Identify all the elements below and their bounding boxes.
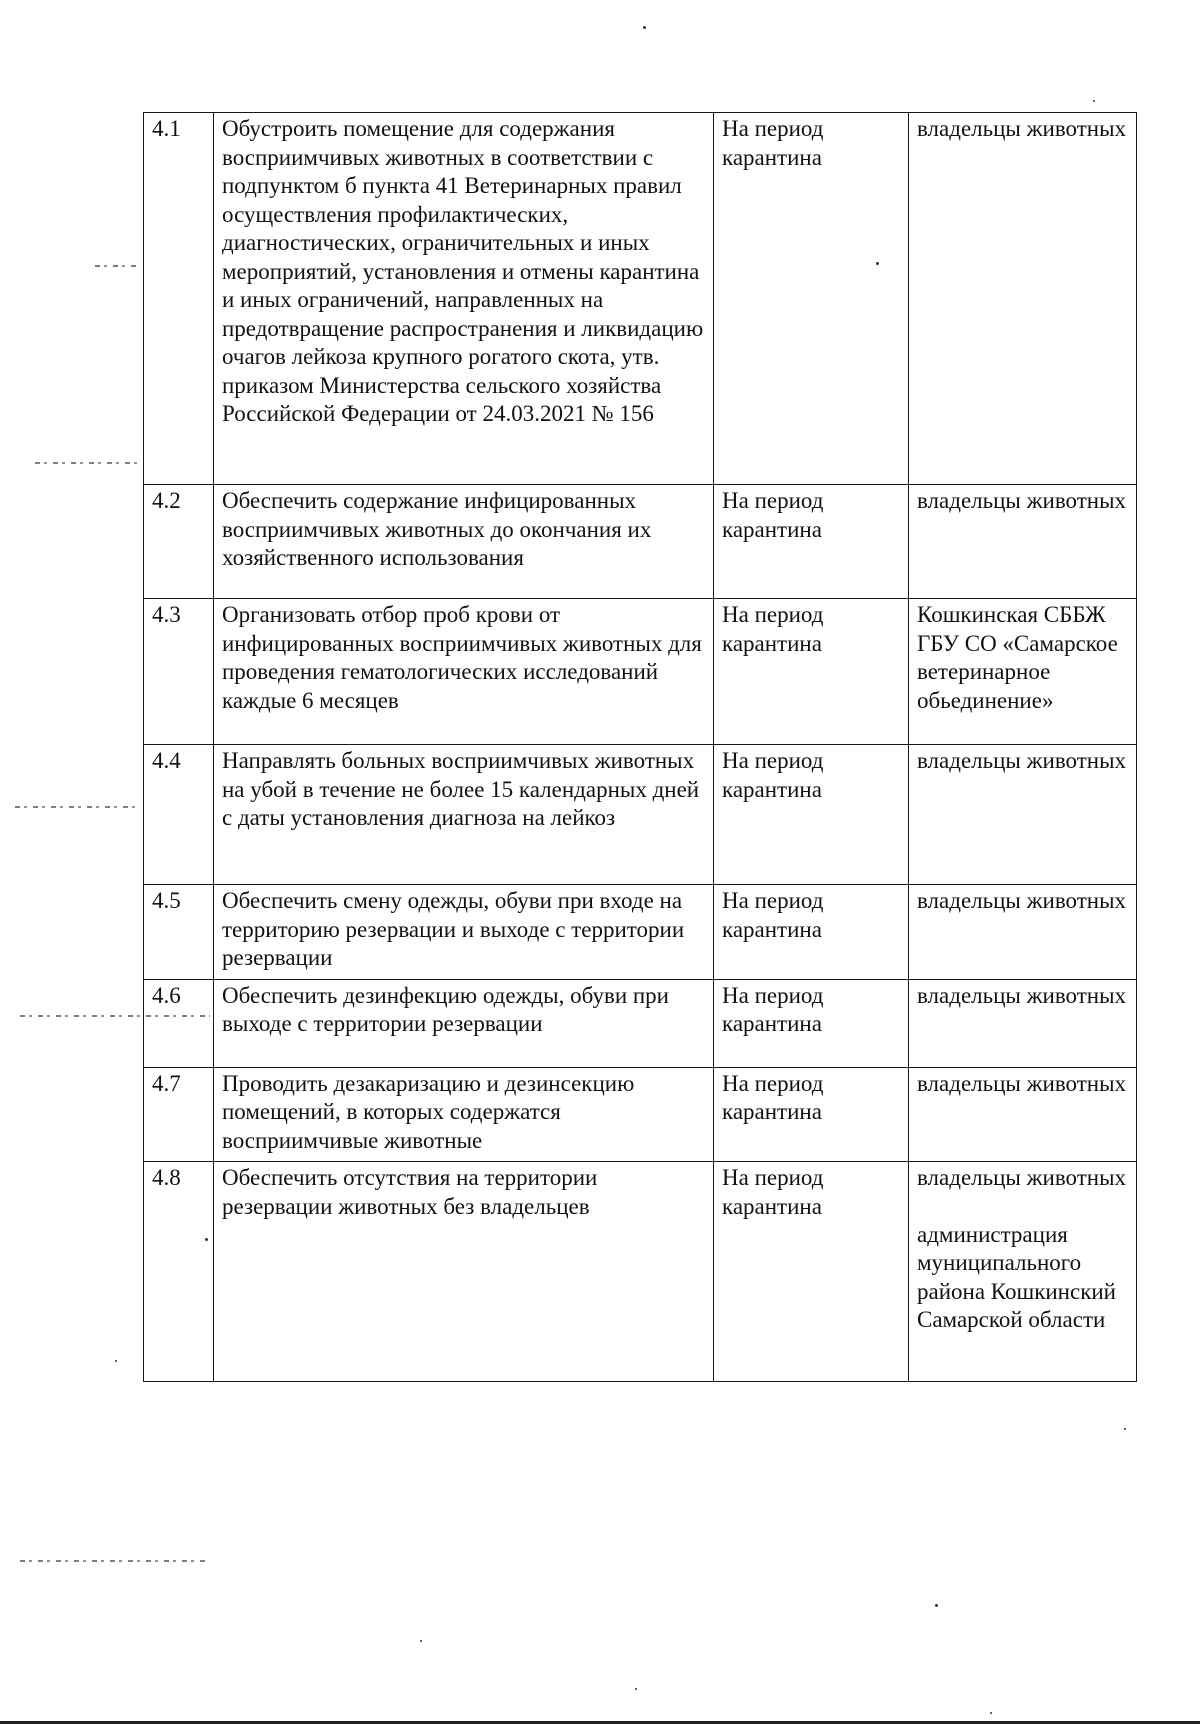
table-row [144, 1067, 1137, 1162]
measure-text: Организовать отбор проб крови от инфицированных восприимчивых животных для проведения гематологических исследований каждые 6 месяцев [214, 599, 714, 745]
scan-speck [420, 1640, 422, 1642]
row-number: 4.3 [144, 599, 214, 745]
scan-speck [990, 1712, 992, 1714]
scan-speck [643, 26, 646, 29]
scan-streak [15, 806, 140, 808]
measure-text: Направлять больных восприимчивых животных на убой в течение не более 15 календарных дней с даты установления диагноза на лейкоз [214, 745, 714, 885]
measures-table [143, 112, 1137, 1382]
scan-speck [205, 1238, 208, 1241]
term-text: На период карантина [714, 113, 909, 485]
term-text: На период карантина [714, 1067, 909, 1162]
row-number: 4.5 [144, 885, 214, 980]
responsible-text: владельцы животных [917, 1070, 1127, 1096]
scan-speck [1093, 100, 1095, 102]
scan-streak [20, 1015, 210, 1017]
row-number: 4.7 [144, 1067, 214, 1162]
responsible-cell [909, 485, 1137, 599]
scan-speck [1124, 1428, 1126, 1430]
row-number: 4.4 [144, 745, 214, 885]
responsible-cell [909, 113, 1137, 485]
scan-speck [635, 1688, 637, 1690]
responsible-text: администрация муниципального района Кошкинский Самарской области [917, 1221, 1116, 1332]
scan-streak [20, 1560, 205, 1562]
scan-streak [95, 265, 140, 267]
responsible-text: владельцы животных [917, 488, 1127, 513]
responsible-text: владельцы животных [917, 982, 1127, 1008]
scan-speck [935, 1604, 938, 1607]
responsible-cell [909, 745, 1137, 885]
measure-text: Обеспечить отсутствия на территории резервации животных без владельцев [214, 1162, 714, 1382]
measure-text: Обеспечить смену одежды, обуви при входе на территорию резервации и выходе с территории резервации [214, 885, 714, 980]
responsible-cell [909, 1067, 1137, 1162]
scan-speck [876, 262, 879, 265]
responsible-text: Кошкинская СББЖ ГБУ СО «Самарское ветеринарное обьединение» [917, 602, 1118, 713]
term-text: На период карантина [714, 485, 909, 599]
table-row [144, 1162, 1137, 1382]
table-row [144, 485, 1137, 599]
term-text: На период карантина [714, 599, 909, 745]
measure-text: Проводить дезакаризацию и дезинсекцию помещений, в которых содержатся восприимчивые животные [214, 1067, 714, 1162]
row-number: 4.2 [144, 485, 214, 599]
table-row [144, 599, 1137, 745]
row-number: 4.8 [144, 1162, 214, 1382]
term-text: На период карантина [714, 745, 909, 885]
measure-text: Обеспечить дезинфекцию одежды, обуви при выходе с территории резервации [214, 979, 714, 1067]
row-number: 4.6 [144, 979, 214, 1067]
measure-text: Обеспечить содержание инфицированных восприимчивых животных до окончания их хозяйственного использования [214, 485, 714, 599]
table-row [144, 885, 1137, 980]
responsible-text: владельцы животных [917, 116, 1127, 141]
table-row [144, 745, 1137, 885]
responsible-text: владельцы животных [917, 748, 1127, 773]
term-text: На период карантина [714, 885, 909, 980]
scan-streak [35, 462, 140, 464]
table-row [144, 979, 1137, 1067]
responsible-cell [909, 979, 1137, 1067]
responsible-text: владельцы животных [917, 1165, 1127, 1190]
responsible-text: владельцы животных [917, 888, 1127, 913]
row-number: 4.1 [144, 113, 214, 485]
responsible-cell [909, 885, 1137, 980]
measure-text: Обустроить помещение для содержания восприимчивых животных в соответствии с подпунктом б пункта 41 Ветеринарных правил осуществления профилактических, диагностических, ограничительных и иных мероприятий, установления и отмены карантина и иных ограничений, направленных на предотвращение распространения и ликвидацию очагов лейкоза крупного рогатого скота, утв. приказом Министерства сельского хозяйства Российской Федерации от 24.03.2021 № 156 [214, 113, 714, 485]
responsible-cell [909, 599, 1137, 745]
responsible-cell [909, 1162, 1137, 1382]
responsible-spacer [917, 1193, 1130, 1221]
table-row [144, 113, 1137, 485]
scan-speck [115, 1360, 117, 1362]
term-text: На период карантина [714, 1162, 909, 1382]
term-text: На период карантина [714, 979, 909, 1067]
